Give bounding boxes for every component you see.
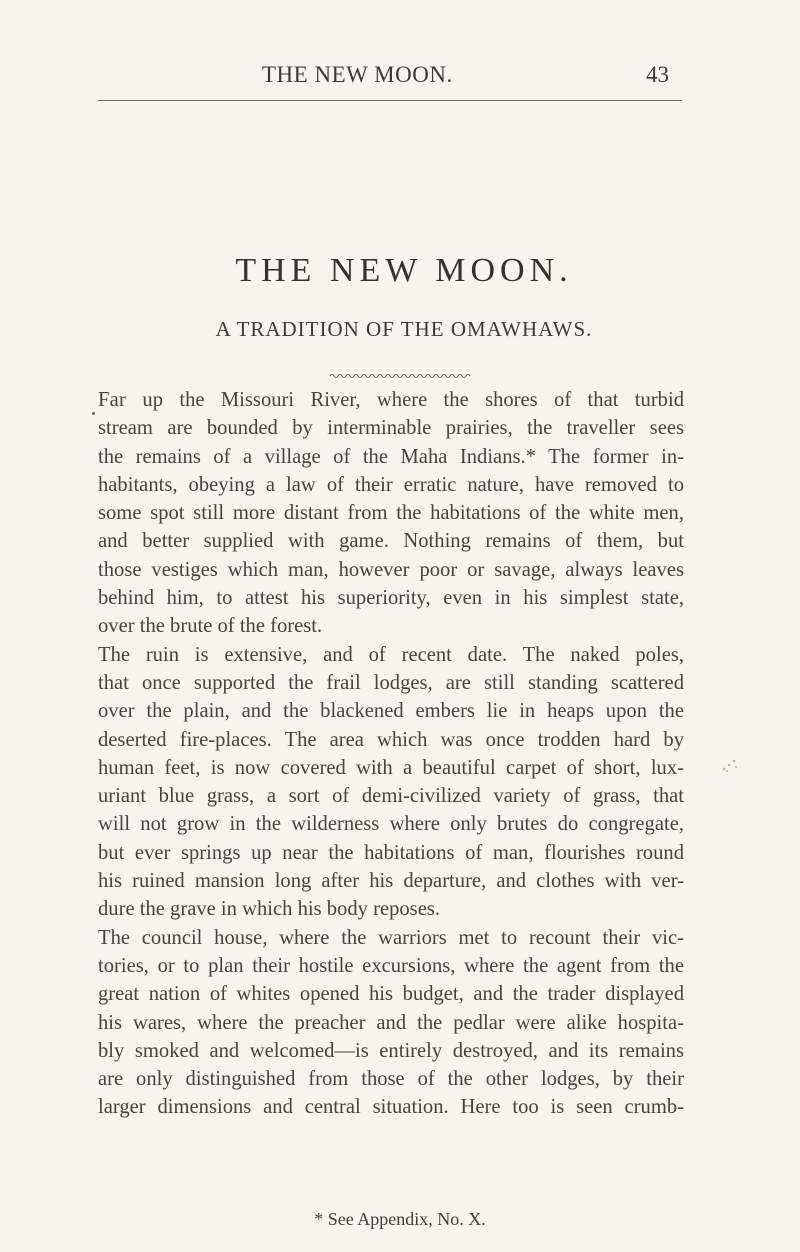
text-line: but ever springs up near the habitations of man, flourishes round <box>98 841 684 864</box>
text-line: his wares, where the preacher and the pedlar were alike hospita- <box>98 1011 684 1034</box>
page-number: 43 <box>646 62 669 87</box>
text-line: the remains of a village of the Maha Indians.* The former in- <box>98 445 684 468</box>
text-line: habitants, obeying a law of their erratic nature, have removed to <box>98 473 684 496</box>
chapter-subtitle: A TRADITION OF THE OMAWHAWS. <box>215 317 593 341</box>
margin-stain <box>718 757 742 775</box>
text-line: some spot still more distant from the habitations of the white men, <box>98 502 684 525</box>
wavy-rule-ornament <box>329 372 471 380</box>
running-head-title: THE NEW MOON. <box>262 62 453 87</box>
chapter-title: THE NEW MOON. <box>235 252 573 289</box>
text-line: over the brute of the forest. <box>98 615 323 638</box>
text-line: dure the grave in which his body reposes. <box>98 898 440 921</box>
text-line: stream are bounded by interminable prairies, the traveller sees <box>98 417 684 440</box>
text-line: bly smoked and welcomed—is entirely destroyed, and its remains <box>98 1039 684 1062</box>
text-line: human feet, is now covered with a beautiful carpet of short, lux- <box>98 756 684 779</box>
line-text: up the Missouri River, where the shores of that turbid <box>126 389 684 411</box>
text-line: and better supplied with game. Nothing remains of them, but <box>98 530 684 553</box>
text-line: uriant blue grass, a sort of demi-civilized variety of grass, that <box>98 785 684 808</box>
text-line: tories, or to plan their hostile excursions, where the agent from the <box>98 954 684 977</box>
text-line: The council house, where the warriors met to recount their vic- <box>98 926 684 949</box>
footnote: * See Appendix, No. X. <box>314 1209 486 1229</box>
text-line: deserted fire-places. The area which was once trodden hard by <box>98 728 684 751</box>
text-line: his ruined mansion long after his departure, and clothes with ver- <box>98 870 684 893</box>
text-line: over the plain, and the blackened embers lie in heaps upon the <box>98 700 684 723</box>
text-line: behind him, to attest his superiority, even in his simplest state, <box>98 587 684 610</box>
text-line: great nation of whites opened his budget, and the trader displayed <box>98 983 684 1006</box>
ink-speck <box>92 412 95 415</box>
opening-word: Far <box>98 389 127 411</box>
text-line: that once supported the frail lodges, are still standing scattered <box>98 671 684 694</box>
header-rule <box>98 100 682 101</box>
text-line: those vestiges which man, however poor or savage, always leaves <box>98 558 684 581</box>
body-text <box>98 386 684 1122</box>
text-line: are only distinguished from those of the other lodges, by their <box>98 1068 684 1091</box>
text-line: The ruin is extensive, and of recent date. The naked poles, <box>98 643 684 666</box>
text-line: will not grow in the wilderness where only brutes do congregate, <box>98 813 684 836</box>
text-line <box>98 386 684 414</box>
text-line: larger dimensions and central situation. Here too is seen crumb- <box>98 1096 684 1119</box>
